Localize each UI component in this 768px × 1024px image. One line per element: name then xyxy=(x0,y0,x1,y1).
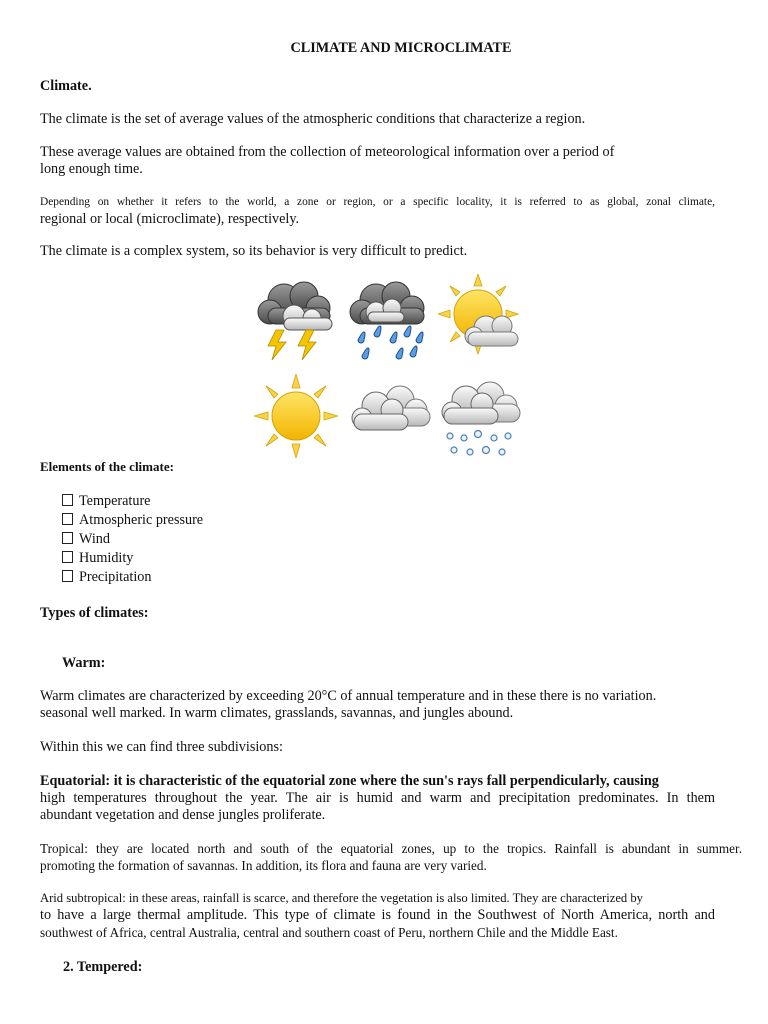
page-title: CLIMATE AND MICROCLIMATE xyxy=(290,40,512,56)
bullet-box-icon xyxy=(62,570,73,582)
list-item: Atmospheric pressure xyxy=(62,511,203,530)
paragraph-arid xyxy=(40,890,715,941)
warm-heading: Warm: xyxy=(62,655,106,671)
text-line: promoting the formation of savannas. In addition, its flora and fauna are very varied. xyxy=(40,858,487,873)
bullet-box-icon xyxy=(62,551,73,563)
paragraph-scope xyxy=(40,194,715,228)
text-line: Tropical: they are located north and south of the equatorial zones, up to the tropics. Rainfall is abundant in summer. xyxy=(40,841,742,856)
tempered-heading: 2. Tempered: xyxy=(63,959,143,975)
bullet-box-icon xyxy=(62,513,73,525)
text-line: Equatorial: it is characteristic of the equatorial zone where the sun's rays fall perpendicularly, causing xyxy=(40,773,659,789)
paragraph-complex-system: The climate is a complex system, so its behavior is very difficult to predict. xyxy=(40,243,468,259)
paragraph-average-values xyxy=(40,144,715,178)
text-line: Depending on whether it refers to the world, a zone or region, or a specific locality, it is referred to as global, zonal climate, xyxy=(40,196,715,208)
bullet-box-icon xyxy=(62,494,73,506)
paragraph-subdivisions: Within this we can find three subdivisions: xyxy=(40,739,283,755)
text-line: Arid subtropical: in these areas, rainfall is scarce, and therefore the vegetation is also limited. They are characterized by xyxy=(40,891,643,905)
text-line: southwest of Africa, central Australia, central and southern coast of Peru, northern Chile and the Middle East. xyxy=(40,925,618,940)
paragraph-definition: The climate is the set of average values of the atmospheric conditions that characterize a region. xyxy=(40,111,586,127)
sun-icon xyxy=(254,374,338,458)
list-item: Precipitation xyxy=(62,568,203,587)
text-line: high temperatures throughout the year. The air is humid and warm and precipitation predominates. In them xyxy=(40,790,715,806)
rain-icon xyxy=(346,278,432,360)
text-line: Warm climates are characterized by exceeding 20°C of annual temperature and in these there is no variation. xyxy=(40,688,657,704)
text-line: to have a large thermal amplitude. This type of climate is found in the Southwest of North America, north and xyxy=(40,907,715,923)
list-item: Humidity xyxy=(62,549,203,568)
text-line: long enough time. xyxy=(40,161,143,177)
thunderstorm-icon xyxy=(254,278,340,360)
climate-heading: Climate. xyxy=(40,78,92,94)
list-item: Wind xyxy=(62,530,203,549)
partly-sunny-icon xyxy=(438,274,522,360)
paragraph-tropical xyxy=(40,840,742,874)
paragraph-warm xyxy=(40,688,715,722)
text-line: abundant vegetation and dense jungles proliferate. xyxy=(40,807,326,823)
text-line: seasonal well marked. In warm climates, grasslands, savannas, and jungles abound. xyxy=(40,705,514,721)
snow-icon xyxy=(438,376,522,460)
elements-list xyxy=(62,492,203,587)
types-heading: Types of climates: xyxy=(40,605,149,621)
text-line: These average values are obtained from the collection of meteorological information over a period of xyxy=(40,144,615,160)
weather-icons-figure xyxy=(250,270,530,460)
list-item: Temperature xyxy=(62,492,203,511)
bullet-box-icon xyxy=(62,532,73,544)
cloudy-icon xyxy=(348,380,432,442)
paragraph-equatorial xyxy=(40,773,715,824)
text-line: regional or local (microclimate), respectively. xyxy=(40,211,300,227)
elements-heading: Elements of the climate: xyxy=(40,459,174,474)
